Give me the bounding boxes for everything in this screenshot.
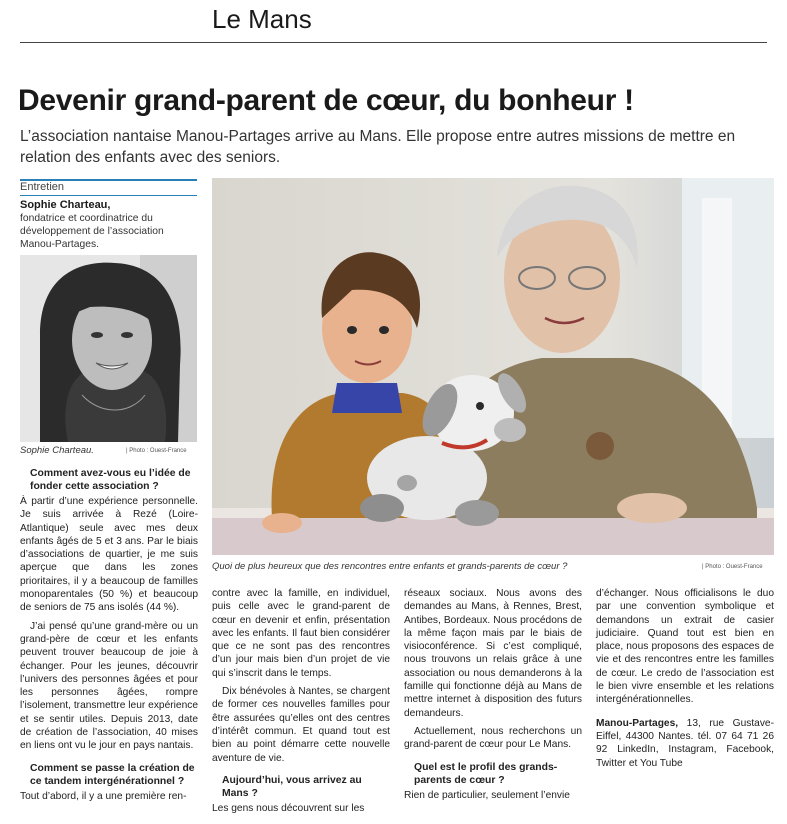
answer-4-continued: d’échanger. Nous officialisons le duo par une convention symbolique et demandons un extrait de casier judiciaire. Quand tout est bien en place, nous proposons des espaces de vie et des rencontres entre les familles de cœur. Le credo de l’association est le bien vivre ensemble et les relations intergénérationnelles. <box>596 588 774 706</box>
question-1: Comment avez-vous eu l’idée de fonder cette association ? <box>30 468 191 492</box>
answer-3-start: Les gens nous découvrent sur les <box>212 802 365 814</box>
photo-credit: | Photo : Ouest-France <box>702 564 763 570</box>
interviewee-name: Sophie Charteau, <box>20 199 111 211</box>
answer-2-paragraph-2: Dix bénévoles à Nantes, se chargent de former ces nouvelles familles pour être assurées qu’elles ont des centres d’intérêt commun. Et quand tout est bien au point démarre cette nouvelle aventure de vie. <box>212 686 390 764</box>
section-divider <box>20 42 767 43</box>
section-title: Le Mans <box>212 4 312 34</box>
article-column-4 <box>596 587 774 770</box>
entretien-tag: Entretien <box>20 181 65 193</box>
answer-1-paragraph-2: J’ai pensé qu’une grand-mère ou un grand-père de cœur et les enfants peuvent trouver beaucoup de joie à échanger. Pour les jeunes, découvrir l’univers des personnes âgées et pour les personnes âgées, rompre l’isolement, transmettre leur expérience et se sentir utiles. Depuis 2013, date de création de l’association, 40 mises en liens ont vu le jour en pays nantais. <box>20 620 198 752</box>
question-4: Quel est le profil des grands-parents de cœur ? <box>414 761 558 786</box>
portrait-credit: | Photo : Ouest-France <box>126 448 187 454</box>
article-headline: Devenir grand-parent de cœur, du bonheur ! <box>18 84 634 117</box>
contact-name: Manou-Partages, <box>596 717 679 729</box>
article-column-3 <box>404 587 582 802</box>
interviewee-role: fondatrice et coordinatrice du développement de l’association Manou-Partages. <box>20 213 164 250</box>
answer-3-continued: réseaux sociaux. Nous avons des demandes au Mans, à Rennes, Brest, Antibes, Bordeaux. Nous procédons de la même façon mais par le biais de visioconférence. Si c’est compliqué, nous trouvons un relais grâce à une association ou nous demanderons à la famille qui fonctionne déjà au Mans de mettre internet à disposition des futurs demandeurs. <box>404 588 582 719</box>
main-photo <box>212 178 774 555</box>
answer-2-continued: contre avec la famille, en individuel, puis celle avec le grand-parent de cœur en devenir et enfin, présentation avec les enfants. Il faut bien considérer que ce ne sont pas des rencontres d’un jour mais bien d’un projet de vie qui s’inscrit dans le temps. <box>212 588 390 679</box>
portrait-caption: Sophie Charteau. <box>20 445 94 456</box>
contact-details: 13, rue Gustave-Eiffel, 44300 Nantes. tél. 07 64 71 26 92 LinkedIn, Instagram, Facebook, Twitter et You Tube <box>596 717 774 769</box>
photo-caption: Quoi de plus heureux que des rencontres entre enfants et grands-parents de cœur ? <box>212 561 568 572</box>
entretien-rule-bottom <box>20 195 197 196</box>
portrait-photo <box>20 255 197 442</box>
answer-1-paragraph-1: À partir d’une expérience personnelle. Je suis arrivée à Rezé (Loire-Atlantique) seule avec mes deux enfants âgés de 5 et 3 ans. Par le biais d’associations de quartier, je me suis aperçue que dans les zones prioritaires, il y a beaucoup de familles monoparentales (50 %) et beaucoup de seniors de 75 ans isolés (44 %). <box>20 496 198 614</box>
article-column-1 <box>20 467 198 803</box>
answer-3-paragraph-2: Actuellement, nous recherchons un grand-parent de cœur pour Le Mans. <box>404 725 582 751</box>
answer-2-start: Tout d’abord, il y a une première ren- <box>20 790 187 802</box>
question-2: Comment se passe la création de ce tandem intergénérationnel ? <box>30 762 195 787</box>
question-3: Aujourd’hui, vous arrivez au Mans ? <box>222 774 362 799</box>
article-subtitle: L’association nantaise Manou-Partages arrive au Mans. Elle propose entre autres missions de mettre en relation des enfants avec des seniors. <box>20 128 736 166</box>
contact-info <box>596 717 774 770</box>
answer-4-start: Rien de particulier, seulement l’envie <box>404 789 570 801</box>
article-column-2 <box>212 587 390 815</box>
